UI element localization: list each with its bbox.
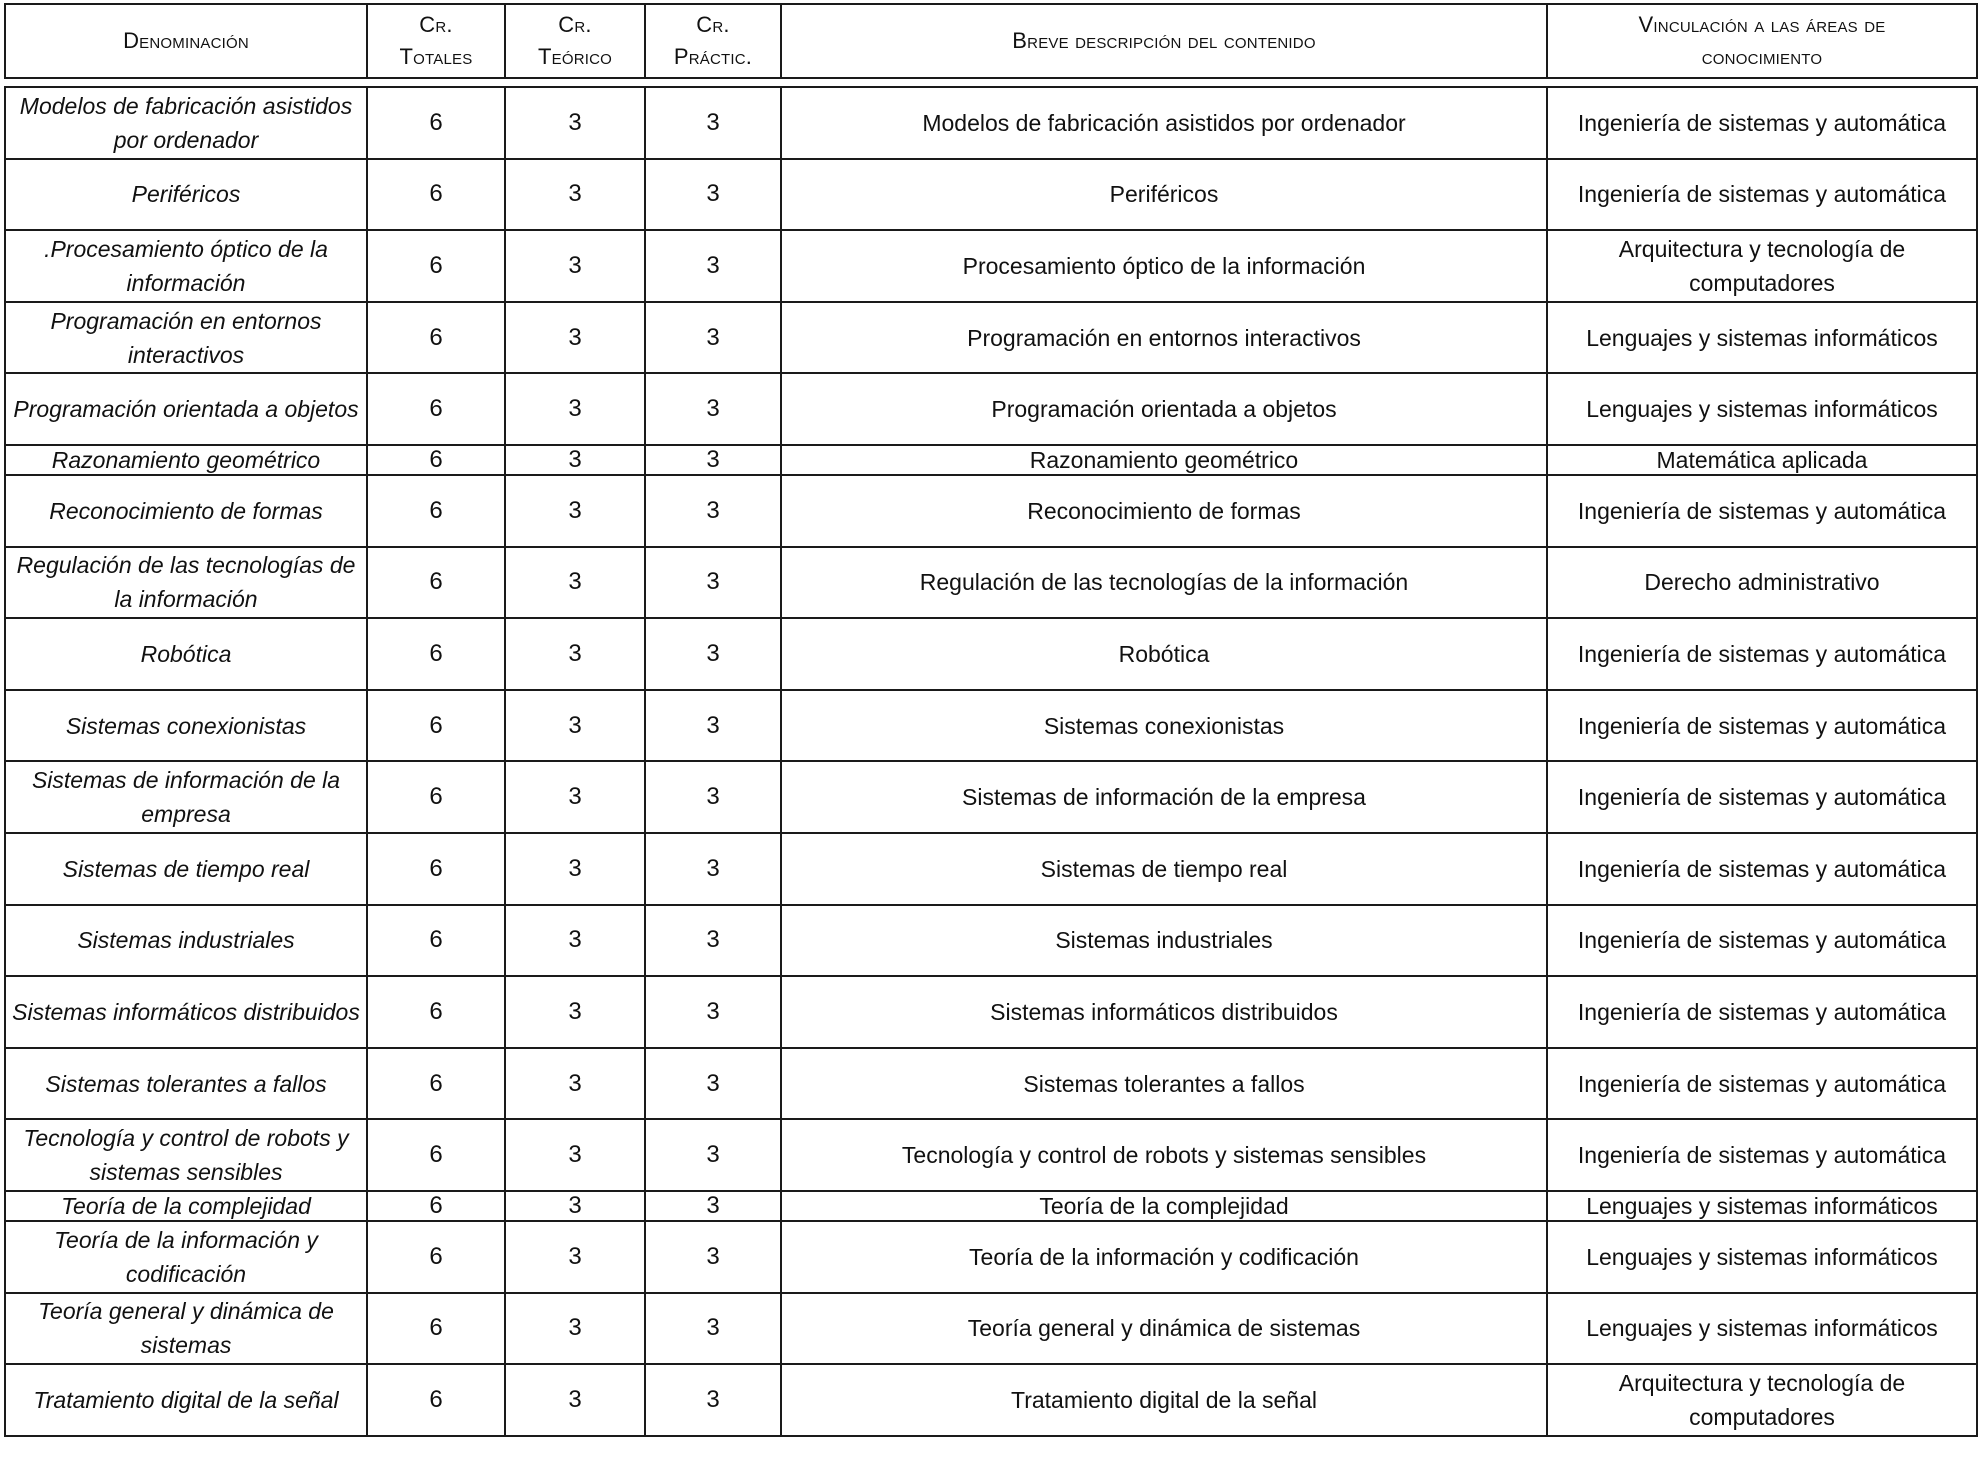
cell-cr-practic: 3 — [645, 1221, 781, 1293]
cell-cr-totales: 6 — [367, 87, 505, 159]
cell-denominacion: Tecnología y control de robots y sistemas sensibles — [5, 1119, 367, 1191]
cell-area-conocimiento: Ingeniería de sistemas y automática — [1547, 833, 1977, 905]
cell-area-conocimiento: Lenguajes y sistemas informáticos — [1547, 302, 1977, 374]
cell-cr-practic: 3 — [645, 1293, 781, 1365]
cell-cr-practic: 3 — [645, 690, 781, 762]
header-cr-totales-line2: Totales — [399, 44, 473, 69]
cell-cr-teorico: 3 — [505, 690, 645, 762]
cell-cr-teorico: 3 — [505, 159, 645, 231]
cell-descripcion: Teoría de la información y codificación — [781, 1221, 1547, 1293]
cell-cr-teorico: 3 — [505, 976, 645, 1048]
cell-cr-totales: 6 — [367, 445, 505, 475]
cell-area-conocimiento: Ingeniería de sistemas y automática — [1547, 1048, 1977, 1120]
header-descripcion-label: Breve descripción del contenido — [1012, 28, 1316, 53]
cell-descripcion: Sistemas conexionistas — [781, 690, 1547, 762]
cell-denominacion: Razonamiento geométrico — [5, 445, 367, 475]
cell-area-conocimiento: Arquitectura y tecnología de computadores — [1547, 230, 1977, 302]
table-row — [5, 1119, 1977, 1191]
cell-cr-totales: 6 — [367, 1119, 505, 1191]
cell-descripcion: Tratamiento digital de la señal — [781, 1364, 1547, 1436]
cell-cr-practic: 3 — [645, 1364, 781, 1436]
table-row — [5, 690, 1977, 762]
table-row — [5, 1293, 1977, 1365]
table-row — [5, 230, 1977, 302]
cell-area-conocimiento: Ingeniería de sistemas y automática — [1547, 1119, 1977, 1191]
table-row — [5, 1364, 1977, 1436]
header-cr-practic-line1: Cr. — [696, 12, 730, 37]
cell-cr-totales: 6 — [367, 547, 505, 619]
cell-denominacion: Sistemas de información de la empresa — [5, 761, 367, 833]
cell-cr-teorico: 3 — [505, 1119, 645, 1191]
cell-descripcion: Sistemas informáticos distribuidos — [781, 976, 1547, 1048]
subjects-table — [4, 86, 1978, 1437]
header-cr-practic-line2: Práctic. — [673, 44, 753, 69]
table-row — [5, 302, 1977, 374]
cell-cr-teorico: 3 — [505, 833, 645, 905]
cell-denominacion: Programación en entornos interactivos — [5, 302, 367, 374]
cell-cr-teorico: 3 — [505, 302, 645, 374]
cell-descripcion: Sistemas de información de la empresa — [781, 761, 1547, 833]
cell-descripcion: Periféricos — [781, 159, 1547, 231]
cell-area-conocimiento: Ingeniería de sistemas y automática — [1547, 159, 1977, 231]
cell-denominacion: Sistemas de tiempo real — [5, 833, 367, 905]
cell-cr-totales: 6 — [367, 230, 505, 302]
table-header — [4, 3, 1978, 79]
cell-descripcion: Robótica — [781, 618, 1547, 690]
table-row — [5, 159, 1977, 231]
cell-cr-totales: 6 — [367, 618, 505, 690]
subjects-table-body — [5, 87, 1977, 1436]
header-cr-totales — [367, 4, 505, 78]
cell-descripcion: Programación en entornos interactivos — [781, 302, 1547, 374]
cell-area-conocimiento: Derecho administrativo — [1547, 547, 1977, 619]
cell-cr-totales: 6 — [367, 833, 505, 905]
header-vinculacion-line2: conocimiento — [1701, 44, 1823, 69]
table-row — [5, 761, 1977, 833]
cell-cr-practic: 3 — [645, 976, 781, 1048]
header-vinculacion — [1547, 4, 1977, 78]
cell-denominacion: Regulación de las tecnologías de la información — [5, 547, 367, 619]
header-descripcion — [781, 4, 1547, 78]
cell-cr-practic: 3 — [645, 1191, 781, 1221]
cell-denominacion: Modelos de fabricación asistidos por ordenador — [5, 87, 367, 159]
cell-cr-totales: 6 — [367, 1293, 505, 1365]
cell-area-conocimiento: Ingeniería de sistemas y automática — [1547, 618, 1977, 690]
cell-descripcion: Tecnología y control de robots y sistemas sensibles — [781, 1119, 1547, 1191]
cell-denominacion: Teoría de la información y codificación — [5, 1221, 367, 1293]
cell-cr-practic: 3 — [645, 87, 781, 159]
table-row — [5, 976, 1977, 1048]
cell-descripcion: Modelos de fabricación asistidos por ordenador — [781, 87, 1547, 159]
cell-descripcion: Reconocimiento de formas — [781, 475, 1547, 547]
header-denominacion-label: Denominación — [123, 28, 249, 53]
cell-cr-totales: 6 — [367, 905, 505, 977]
header-cr-totales-line1: Cr. — [419, 12, 453, 37]
cell-cr-practic: 3 — [645, 159, 781, 231]
cell-cr-practic: 3 — [645, 302, 781, 374]
cell-cr-practic: 3 — [645, 1119, 781, 1191]
cell-area-conocimiento: Lenguajes y sistemas informáticos — [1547, 373, 1977, 445]
table-row — [5, 1221, 1977, 1293]
cell-denominacion: Robótica — [5, 618, 367, 690]
cell-cr-totales: 6 — [367, 1221, 505, 1293]
cell-cr-teorico: 3 — [505, 1048, 645, 1120]
table-row — [5, 833, 1977, 905]
cell-cr-teorico: 3 — [505, 445, 645, 475]
cell-cr-totales: 6 — [367, 1364, 505, 1436]
cell-cr-practic: 3 — [645, 230, 781, 302]
cell-cr-teorico: 3 — [505, 1364, 645, 1436]
cell-denominacion: Periféricos — [5, 159, 367, 231]
cell-denominacion: Sistemas conexionistas — [5, 690, 367, 762]
cell-cr-practic: 3 — [645, 761, 781, 833]
cell-descripcion: Sistemas industriales — [781, 905, 1547, 977]
cell-area-conocimiento: Ingeniería de sistemas y automática — [1547, 905, 1977, 977]
cell-area-conocimiento: Ingeniería de sistemas y automática — [1547, 976, 1977, 1048]
cell-area-conocimiento: Matemática aplicada — [1547, 445, 1977, 475]
header-cr-practic — [645, 4, 781, 78]
cell-descripcion: Procesamiento óptico de la información — [781, 230, 1547, 302]
cell-cr-practic: 3 — [645, 618, 781, 690]
cell-denominacion: .Procesamiento óptico de la información — [5, 230, 367, 302]
cell-area-conocimiento: Arquitectura y tecnología de computadores — [1547, 1364, 1977, 1436]
cell-cr-totales: 6 — [367, 1191, 505, 1221]
table-row — [5, 1048, 1977, 1120]
cell-cr-teorico: 3 — [505, 618, 645, 690]
table-row — [5, 905, 1977, 977]
cell-denominacion: Sistemas informáticos distribuidos — [5, 976, 367, 1048]
table-row — [5, 373, 1977, 445]
cell-cr-totales: 6 — [367, 761, 505, 833]
cell-cr-practic: 3 — [645, 905, 781, 977]
cell-cr-totales: 6 — [367, 302, 505, 374]
cell-area-conocimiento: Ingeniería de sistemas y automática — [1547, 690, 1977, 762]
table-row — [5, 618, 1977, 690]
cell-area-conocimiento: Lenguajes y sistemas informáticos — [1547, 1293, 1977, 1365]
cell-cr-teorico: 3 — [505, 475, 645, 547]
cell-cr-teorico: 3 — [505, 1191, 645, 1221]
cell-cr-practic: 3 — [645, 1048, 781, 1120]
cell-cr-teorico: 3 — [505, 1221, 645, 1293]
cell-cr-practic: 3 — [645, 833, 781, 905]
cell-descripcion: Razonamiento geométrico — [781, 445, 1547, 475]
cell-cr-totales: 6 — [367, 373, 505, 445]
cell-cr-totales: 6 — [367, 976, 505, 1048]
table-row — [5, 547, 1977, 619]
cell-cr-teorico: 3 — [505, 761, 645, 833]
cell-descripcion: Teoría de la complejidad — [781, 1191, 1547, 1221]
cell-descripcion: Sistemas tolerantes a fallos — [781, 1048, 1547, 1120]
cell-cr-teorico: 3 — [505, 230, 645, 302]
cell-cr-teorico: 3 — [505, 1293, 645, 1365]
cell-descripcion: Programación orientada a objetos — [781, 373, 1547, 445]
header-vinculacion-line1: Vinculación a las áreas de — [1638, 12, 1886, 37]
header-cr-teorico-line2: Teórico — [537, 44, 612, 69]
cell-denominacion: Reconocimiento de formas — [5, 475, 367, 547]
table-row — [5, 1191, 1977, 1221]
cell-area-conocimiento: Ingeniería de sistemas y automática — [1547, 761, 1977, 833]
cell-area-conocimiento: Lenguajes y sistemas informáticos — [1547, 1221, 1977, 1293]
cell-cr-totales: 6 — [367, 1048, 505, 1120]
cell-denominacion: Sistemas tolerantes a fallos — [5, 1048, 367, 1120]
cell-cr-teorico: 3 — [505, 905, 645, 977]
cell-cr-teorico: 3 — [505, 87, 645, 159]
cell-descripcion: Regulación de las tecnologías de la información — [781, 547, 1547, 619]
cell-cr-totales: 6 — [367, 690, 505, 762]
cell-cr-practic: 3 — [645, 547, 781, 619]
cell-descripcion: Teoría general y dinámica de sistemas — [781, 1293, 1547, 1365]
table-row — [5, 445, 1977, 475]
header-cr-teorico-line1: Cr. — [558, 12, 592, 37]
cell-area-conocimiento: Ingeniería de sistemas y automática — [1547, 475, 1977, 547]
cell-descripcion: Sistemas de tiempo real — [781, 833, 1547, 905]
cell-area-conocimiento: Lenguajes y sistemas informáticos — [1547, 1191, 1977, 1221]
cell-denominacion: Sistemas industriales — [5, 905, 367, 977]
cell-cr-practic: 3 — [645, 445, 781, 475]
cell-denominacion: Programación orientada a objetos — [5, 373, 367, 445]
header-denominacion — [5, 4, 367, 78]
cell-denominacion: Tratamiento digital de la señal — [5, 1364, 367, 1436]
header-cr-teorico — [505, 4, 645, 78]
cell-denominacion: Teoría general y dinámica de sistemas — [5, 1293, 367, 1365]
cell-cr-practic: 3 — [645, 475, 781, 547]
cell-cr-practic: 3 — [645, 373, 781, 445]
cell-cr-teorico: 3 — [505, 547, 645, 619]
table-row — [5, 475, 1977, 547]
table-row — [5, 87, 1977, 159]
cell-cr-totales: 6 — [367, 475, 505, 547]
cell-cr-teorico: 3 — [505, 373, 645, 445]
cell-denominacion: Teoría de la complejidad — [5, 1191, 367, 1221]
cell-area-conocimiento: Ingeniería de sistemas y automática — [1547, 87, 1977, 159]
cell-cr-totales: 6 — [367, 159, 505, 231]
